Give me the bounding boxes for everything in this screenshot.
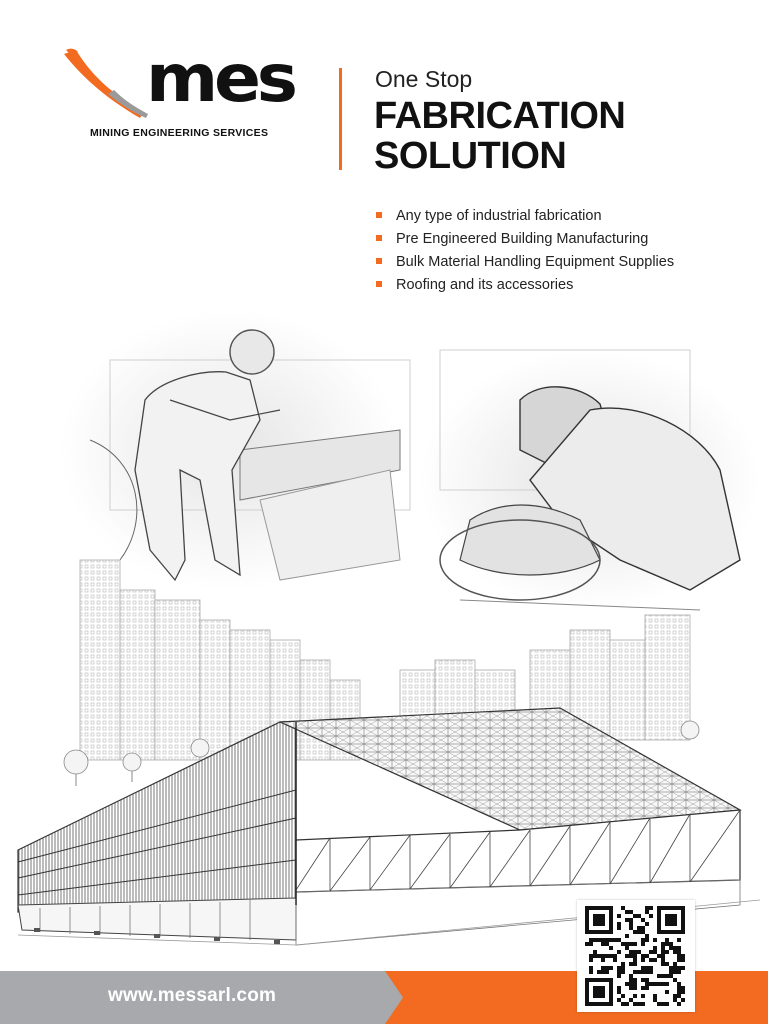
qr-module	[633, 962, 637, 966]
qr-module	[661, 942, 665, 946]
header-divider	[339, 68, 342, 170]
company-logo	[62, 40, 294, 144]
qr-module	[677, 990, 681, 994]
qr-module	[617, 974, 621, 978]
qr-module	[669, 974, 673, 978]
qr-module	[653, 950, 657, 954]
qr-finder	[593, 986, 605, 998]
qr-module	[665, 962, 669, 966]
qr-module	[645, 906, 649, 910]
qr-module	[621, 906, 625, 910]
qr-module	[649, 958, 653, 962]
qr-module	[669, 966, 673, 970]
bullet-square-icon	[376, 235, 382, 241]
qr-module	[673, 946, 677, 950]
qr-module	[673, 978, 677, 982]
qr-module	[633, 986, 637, 990]
qr-module	[657, 974, 661, 978]
bullet-square-icon	[376, 281, 382, 287]
qr-module	[625, 942, 629, 946]
headline-line-2: SOLUTION	[374, 135, 567, 177]
qr-module	[629, 926, 633, 930]
qr-module	[661, 958, 665, 962]
qr-module	[653, 958, 657, 962]
bullet-square-icon	[376, 258, 382, 264]
qr-module	[633, 982, 637, 986]
qr-module	[617, 970, 621, 974]
qr-module	[637, 1002, 641, 1006]
qr-module	[605, 942, 609, 946]
qr-module	[637, 970, 641, 974]
qr-module	[601, 954, 605, 958]
qr-module	[585, 942, 589, 946]
qr-module	[677, 982, 681, 986]
qr-module	[629, 922, 633, 926]
qr-module	[617, 998, 621, 1002]
qr-module	[637, 914, 641, 918]
qr-module	[645, 978, 649, 982]
qr-module	[629, 950, 633, 954]
qr-module	[625, 982, 629, 986]
qr-module	[617, 922, 621, 926]
qr-module	[633, 954, 637, 958]
qr-module	[641, 938, 645, 942]
qr-module	[613, 938, 617, 942]
qr-module	[621, 994, 625, 998]
qr-module	[589, 954, 593, 958]
qr-module	[661, 950, 665, 954]
qr-module	[629, 918, 633, 922]
logo-wordmark: mes	[146, 40, 294, 117]
qr-module	[641, 1002, 645, 1006]
qr-module	[657, 1002, 661, 1006]
headline-line-1: FABRICATION	[374, 95, 626, 137]
qr-module	[649, 970, 653, 974]
qr-module	[617, 914, 621, 918]
qr-module	[589, 938, 593, 942]
qr-module	[641, 942, 645, 946]
qr-module	[673, 950, 677, 954]
qr-module	[645, 910, 649, 914]
qr-module	[653, 994, 657, 998]
qr-module	[617, 926, 621, 930]
qr-module	[641, 994, 645, 998]
qr-module	[661, 974, 665, 978]
qr-module	[673, 994, 677, 998]
qr-module	[649, 914, 653, 918]
qr-module	[669, 970, 673, 974]
qr-module	[633, 1002, 637, 1006]
qr-module	[661, 954, 665, 958]
qr-module	[621, 970, 625, 974]
qr-module	[605, 970, 609, 974]
qr-module	[641, 926, 645, 930]
qr-module	[609, 966, 613, 970]
qr-module	[629, 982, 633, 986]
qr-module	[661, 1002, 665, 1006]
qr-module	[681, 990, 685, 994]
qr-code[interactable]	[577, 900, 695, 1012]
logo-swoosh-icon	[62, 44, 152, 124]
qr-module	[605, 938, 609, 942]
qr-module	[621, 1002, 625, 1006]
qr-module	[601, 942, 605, 946]
qr-module	[633, 914, 637, 918]
qr-module	[641, 966, 645, 970]
welder-sketch-left	[60, 310, 410, 590]
qr-module	[629, 974, 633, 978]
qr-module	[589, 966, 593, 970]
qr-module	[609, 938, 613, 942]
qr-module	[641, 986, 645, 990]
qr-module	[673, 998, 677, 1002]
qr-module	[601, 938, 605, 942]
qr-module	[617, 966, 621, 970]
qr-module	[617, 950, 621, 954]
qr-module	[669, 946, 673, 950]
qr-module	[661, 962, 665, 966]
qr-module	[645, 922, 649, 926]
qr-module	[629, 942, 633, 946]
qr-module	[661, 982, 665, 986]
qr-module	[661, 946, 665, 950]
qr-module	[629, 986, 633, 990]
qr-module	[677, 966, 681, 970]
qr-module	[625, 946, 629, 950]
qr-module	[625, 910, 629, 914]
qr-module	[677, 986, 681, 990]
qr-module	[625, 1002, 629, 1006]
qr-module	[593, 954, 597, 958]
qr-module	[677, 970, 681, 974]
qr-module	[677, 994, 681, 998]
bullet-square-icon	[376, 212, 382, 218]
qr-module	[633, 950, 637, 954]
qr-module	[681, 986, 685, 990]
qr-module	[673, 970, 677, 974]
qr-module	[613, 954, 617, 958]
qr-module	[677, 1002, 681, 1006]
qr-module	[653, 982, 657, 986]
qr-module	[625, 918, 629, 922]
qr-module	[681, 998, 685, 1002]
service-item: Any type of industrial fabrication	[376, 206, 674, 229]
qr-module	[677, 958, 681, 962]
qr-module	[605, 966, 609, 970]
qr-module	[665, 950, 669, 954]
qr-module	[625, 934, 629, 938]
qr-module	[641, 978, 645, 982]
qr-module	[649, 982, 653, 986]
qr-module	[621, 962, 625, 966]
qr-module	[645, 954, 649, 958]
qr-module	[633, 942, 637, 946]
qr-module	[633, 978, 637, 982]
qr-module	[653, 998, 657, 1002]
qr-module	[673, 962, 677, 966]
qr-module	[601, 970, 605, 974]
qr-module	[621, 966, 625, 970]
qr-module	[641, 930, 645, 934]
qr-module	[617, 990, 621, 994]
headline-big	[374, 96, 625, 176]
qr-module	[641, 954, 645, 958]
fabrication-illustration	[0, 300, 768, 972]
qr-module	[605, 954, 609, 958]
headline-small: One Stop	[375, 66, 473, 92]
qr-module	[593, 938, 597, 942]
qr-module	[669, 942, 673, 946]
qr-module	[645, 970, 649, 974]
qr-module	[593, 950, 597, 954]
qr-module	[617, 986, 621, 990]
qr-module	[653, 938, 657, 942]
qr-module	[653, 946, 657, 950]
qr-module	[641, 958, 645, 962]
qr-module	[665, 990, 669, 994]
qr-module	[589, 958, 593, 962]
logo-tagline: MINING ENGINEERING SERVICES	[90, 127, 269, 139]
qr-module	[645, 982, 649, 986]
qr-module	[589, 970, 593, 974]
qr-module	[665, 942, 669, 946]
services-list	[376, 206, 674, 298]
qr-module	[601, 958, 605, 962]
qr-module	[633, 994, 637, 998]
qr-module	[645, 986, 649, 990]
qr-module	[597, 970, 601, 974]
qr-module	[633, 958, 637, 962]
service-item: Roofing and its accessories	[376, 275, 674, 298]
service-item: Bulk Material Handling Equipment Supplies	[376, 252, 674, 275]
qr-module	[625, 954, 629, 958]
qr-module	[629, 962, 633, 966]
service-item: Pre Engineered Building Manufacturing	[376, 229, 674, 252]
qr-module	[597, 938, 601, 942]
qr-finder	[665, 914, 677, 926]
qr-module	[641, 970, 645, 974]
qr-module	[597, 954, 601, 958]
qr-module	[681, 958, 685, 962]
website-link[interactable]: www.messarl.com	[108, 985, 277, 1006]
qr-module	[629, 998, 633, 1002]
qr-finder	[593, 914, 605, 926]
qr-module	[649, 950, 653, 954]
welder-sketch-right	[420, 350, 760, 610]
qr-module	[601, 966, 605, 970]
qr-module	[677, 954, 681, 958]
qr-module	[657, 982, 661, 986]
qr-module	[637, 926, 641, 930]
qr-module	[609, 946, 613, 950]
qr-module	[629, 910, 633, 914]
qr-module	[621, 942, 625, 946]
qr-module	[645, 938, 649, 942]
qr-module	[677, 950, 681, 954]
qr-module	[677, 938, 681, 942]
qr-module	[657, 954, 661, 958]
qr-module	[641, 918, 645, 922]
qr-module	[609, 954, 613, 958]
qr-module	[665, 938, 669, 942]
qr-module	[665, 1002, 669, 1006]
qr-module	[637, 950, 641, 954]
qr-module	[633, 930, 637, 934]
qr-module	[665, 974, 669, 978]
qr-module	[629, 978, 633, 982]
qr-module	[589, 942, 593, 946]
qr-module	[673, 966, 677, 970]
qr-module	[649, 906, 653, 910]
qr-module	[633, 970, 637, 974]
qr-module	[645, 934, 649, 938]
qr-code-icon	[585, 906, 687, 1006]
qr-module	[681, 954, 685, 958]
qr-module	[613, 958, 617, 962]
qr-module	[649, 966, 653, 970]
qr-module	[637, 930, 641, 934]
qr-module	[665, 982, 669, 986]
qr-module	[617, 938, 621, 942]
qr-module	[629, 954, 633, 958]
qr-module	[681, 966, 685, 970]
qr-module	[677, 946, 681, 950]
qr-module	[645, 966, 649, 970]
